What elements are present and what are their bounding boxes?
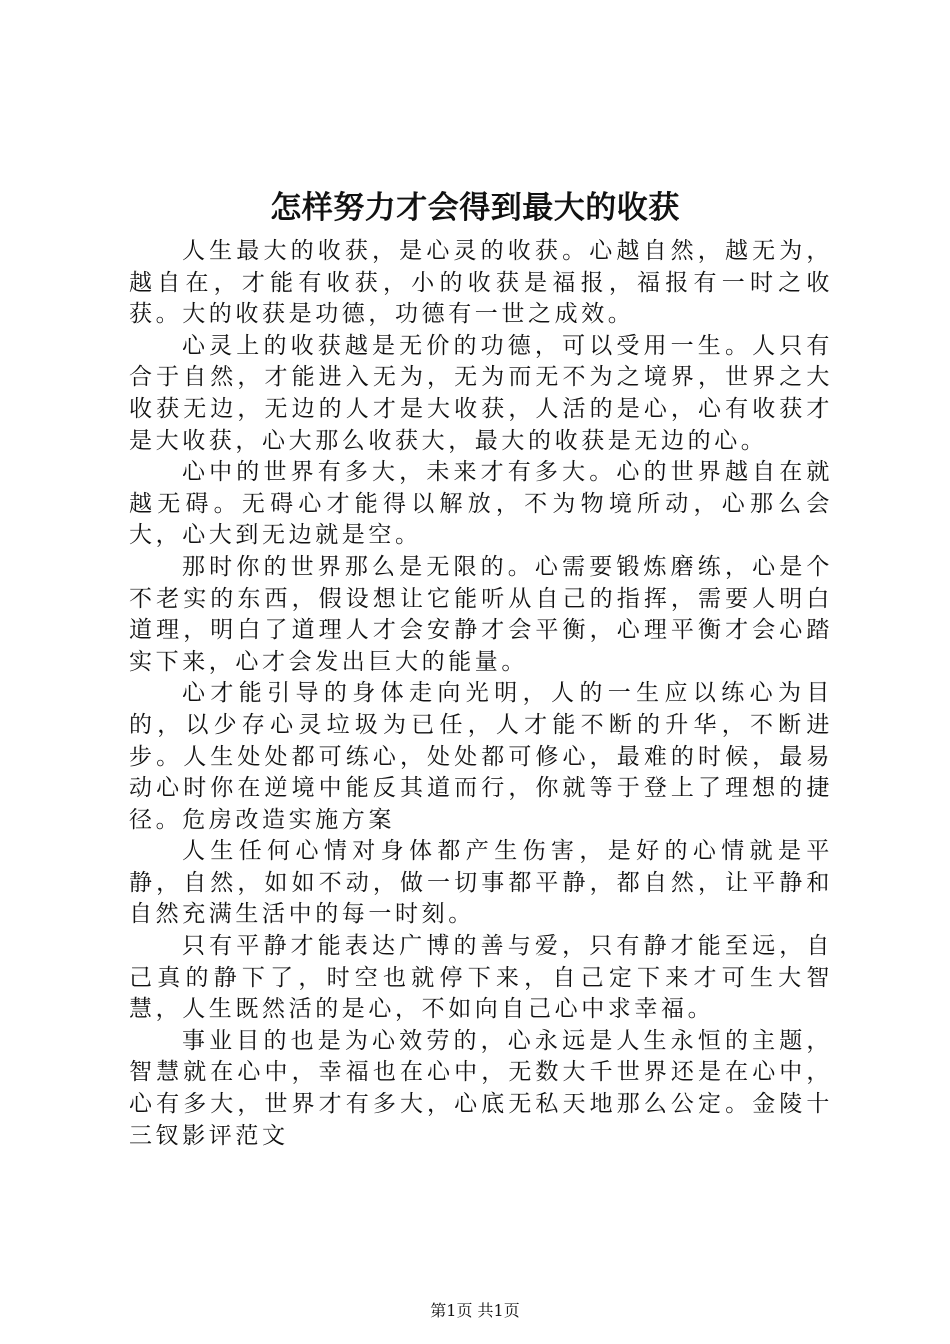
paragraph: 心才能引导的身体走向光明，人的一生应以练心为目的，以少存心灵垃圾为已任，人才能不断的升华，不断进步。人生处处都可练心，处处都可修心，最难的时候，最易动心时你在逆境中能反其道而行，你就等于登上了理想的捷径。危房改造实施方案: [129, 680, 833, 833]
paragraph: 人生任何心情对身体都产生伤害，是好的心情就是平静，自然，如如不动，做一切事都平静，都自然，让平静和自然充满生活中的每一时刻。: [129, 838, 833, 928]
paragraph: 心灵上的收获越是无价的功德，可以受用一生。人只有合于自然，才能进入无为，无为而无不为之境界，世界之大收获无边，无边的人才是大收获，人活的是心，心有收获才是大收获，心大那么收获大，最大的收获是无边的心。: [129, 332, 833, 454]
paragraph: 人生最大的收获，是心灵的收获。心越自然，越无为，越自在，才能有收获，小的收获是福报，福报有一时之收获。大的收获是功德，功德有一世之成效。: [129, 238, 833, 328]
paragraph: 只有平静才能表达广博的善与爱，只有静才能至远，自己真的静下了，时空也就停下来，自己定下来才可生大智慧，人生既然活的是心，不如向自己心中求幸福。: [129, 933, 833, 1023]
paragraph: 事业目的也是为心效劳的，心永远是人生永恒的主题，智慧就在心中，幸福也在心中，无数大千世界还是在心中，心有多大，世界才有多大，心底无私天地那么公定。金陵十三钗影评范文: [129, 1027, 833, 1149]
page-number-footer: 第1页 共1页: [430, 1301, 520, 1320]
page-title: 怎样努力才会得到最大的收获: [270, 190, 680, 226]
paragraph: 那时你的世界那么是无限的。心需要锻炼磨练，心是个不老实的东西，假设想让它能听从自己的指挥，需要人明白道理，明白了道理人才会安静才会平衡，心理平衡才会心踏实下来，心才会发出巨大的能量。: [129, 553, 833, 675]
paragraph: 心中的世界有多大，未来才有多大。心的世界越自在就越无碍。无碍心才能得以解放，不为物境所动，心那么会大，心大到无边就是空。: [129, 459, 833, 549]
document-body: [129, 236, 833, 1152]
